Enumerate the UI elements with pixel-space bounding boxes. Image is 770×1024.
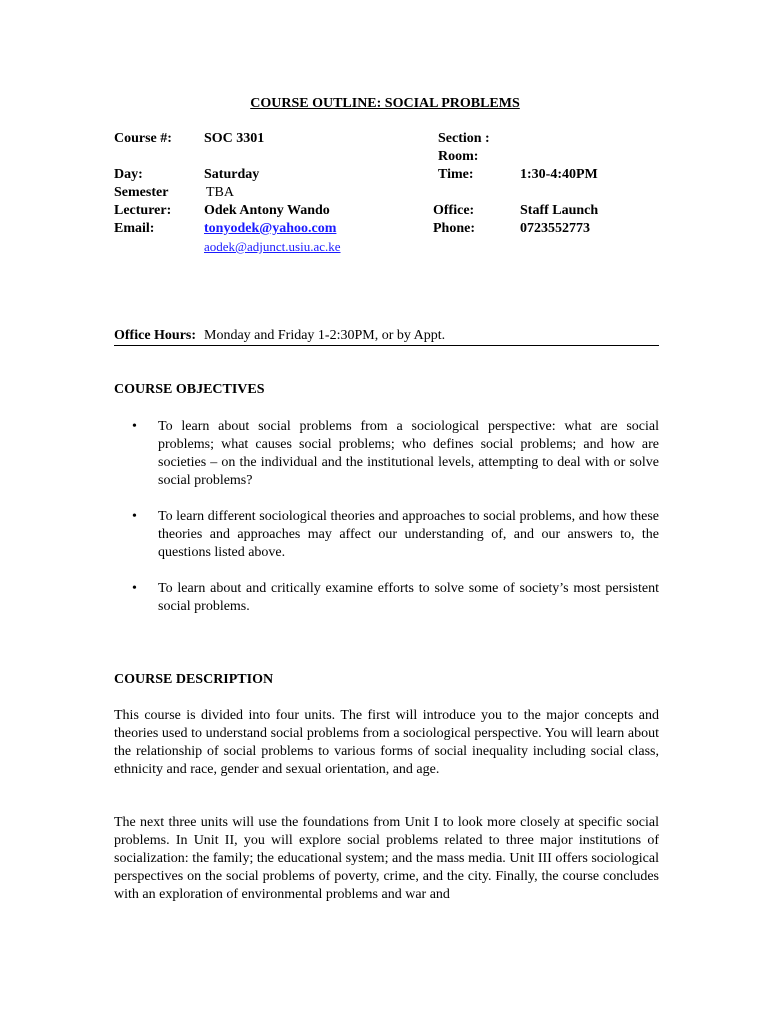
objective-item <box>114 508 659 562</box>
phone-value: 0723552773 <box>520 221 590 236</box>
semester-value: TBA <box>206 185 234 200</box>
section-label: Section : <box>438 131 490 146</box>
lecturer-value: Odek Antony Wando <box>204 203 330 218</box>
description-paragraph: This course is divided into four units. The first will introduce you to the major concepts and theories used to understand social problems from a sociological perspective. You will learn about the relationship of social problems to various forms of social inequality including social class, ethnicity and race, gender and sexual orientation, and age. <box>114 708 659 777</box>
office-hours-label: Office Hours: <box>114 328 197 343</box>
semester-label: Semester <box>114 185 169 200</box>
objective-text: To learn different sociological theories and approaches to social problems, and how these theories and approaches may affect our understanding of, and our answers to, the questions listed above. <box>158 509 659 560</box>
page-title: COURSE OUTLINE: SOCIAL PROBLEMS <box>250 96 520 111</box>
office-value: Staff Launch <box>520 203 599 218</box>
time-value: 1:30-4:40PM <box>520 167 598 182</box>
description-paragraph: The next three units will use the foundations from Unit I to look more closely at specific social problems. In Unit II, you will explore social problems related to three major institutions of socialization: the family; the educational system; and the mass media. Unit III offers sociological perspectives on the social problems of poverty, crime, and the city. Finally, the course concludes with an exploration of environmental problems and war and <box>114 815 659 902</box>
bullet-icon: • <box>132 581 137 596</box>
office-hours-value: Monday and Friday 1-2:30PM, or by Appt. <box>204 328 446 343</box>
objectives-heading: COURSE OBJECTIVES <box>114 382 265 397</box>
phone-label: Phone: <box>433 221 475 236</box>
objective-text: To learn about and critically examine efforts to solve some of society’s most persistent social problems. <box>158 581 659 614</box>
day-label: Day: <box>114 167 143 182</box>
course-label: Course #: <box>114 131 172 146</box>
course-value: SOC 3301 <box>204 131 265 146</box>
objective-text: To learn about social problems from a sociological perspective: what are social problems; what causes social problems; who defines social problems; and how are societies – on the individual and the institutional levels, attempting to deal with or solve social problems? <box>158 419 659 488</box>
time-label: Time: <box>438 167 474 182</box>
bullet-icon: • <box>132 419 137 434</box>
day-value: Saturday <box>204 167 260 182</box>
description-heading: COURSE DESCRIPTION <box>114 672 274 687</box>
email-label: Email: <box>114 221 155 236</box>
office-label: Office: <box>433 203 475 218</box>
objective-item <box>114 580 659 616</box>
email-secondary-link[interactable]: aodek@adjunct.usiu.ac.ke <box>204 239 341 254</box>
objective-item <box>114 418 659 490</box>
bullet-icon: • <box>132 509 137 524</box>
email-primary-link[interactable]: tonyodek@yahoo.com <box>204 221 337 236</box>
room-label: Room: <box>438 149 479 164</box>
objectives-list <box>114 418 659 634</box>
lecturer-label: Lecturer: <box>114 203 172 218</box>
divider-line <box>114 345 659 346</box>
